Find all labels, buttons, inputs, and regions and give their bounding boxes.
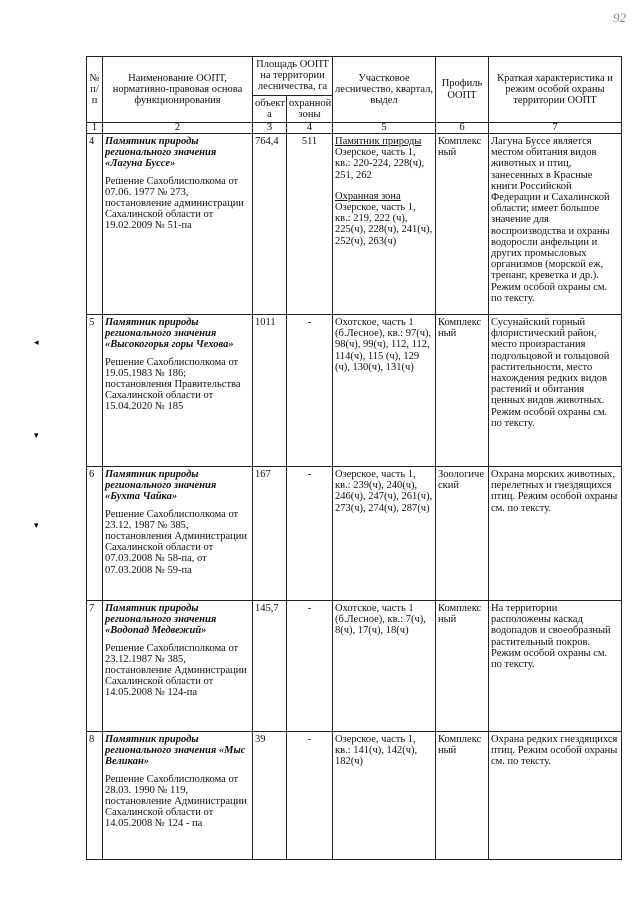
area-zone: -: [287, 467, 333, 601]
plot-text: Охотское, часть 1 (б.Лесное), кв.: 97(ч), 98(ч), 99(ч), 112, 112, 114(ч), 115 (ч), 129 (ч), 130(ч), 131(ч): [333, 315, 436, 467]
area-object: 167: [253, 467, 287, 601]
description: Сусунайский горный флористический район, место произрастания подгольцовой и гольцовой растительности, место нахождения редких видов растений и обитания ценных видов животных. Режим особой охраны см. по тексту.: [489, 315, 622, 467]
oopt-basis: Решение Сахоблисполкома от 23.12.1987 № 385, постановление Администрации Сахалинской области от 14.05.2008 № 124-па: [105, 642, 247, 699]
oopt-basis: Решение Сахоблисполкома от 19.05.1983 № 186; постановления Правительства Сахалинской области от 15.04.2020 № 185: [105, 356, 241, 413]
plot-text: Охотское, часть 1 (б.Лесное), кв.: 7(ч), 8(ч), 17(ч), 18(ч): [333, 601, 436, 732]
oopt-title: Памятник природы регионального значения «Лагуна Буссе»: [105, 136, 217, 170]
plot-text: Озерское, часть 1, кв.: 239(ч), 240(ч), 246(ч), 247(ч), 261(ч), 273(ч), 274(ч), 287(ч): [333, 467, 436, 601]
plot-heading-zone: Охранная зона: [335, 190, 401, 202]
area-object: 764,4: [253, 134, 287, 315]
oopt-name-cell: [103, 467, 253, 601]
area-zone: -: [287, 315, 333, 467]
oopt-name-cell: [103, 732, 253, 860]
area-object: 1011: [253, 315, 287, 467]
column-numbers-row: [87, 123, 622, 134]
profile: Комплекс ный: [436, 134, 489, 315]
column-number: 3: [253, 123, 287, 134]
plot-text-zone: Озерское, часть 1, кв.: 219, 222 (ч), 225(ч), 228(ч), 241(ч), 252(ч), 263(ч): [335, 202, 433, 247]
row-number: 5: [87, 315, 103, 467]
area-object: 145,7: [253, 601, 287, 732]
oopt-basis: Решение Сахоблисполкома от 07.06. 1977 № 273, постановление администрации Сахалинской области от 19.02.2009 № 51-па: [105, 175, 244, 232]
oopt-basis: Решение Сахоблисполкома от 23.12. 1987 № 385, постановления Администрации Сахалинской области от 07.03.2008 № 58-па, от 07.03.2008 № 59-па: [105, 508, 248, 576]
column-number: 7: [489, 123, 622, 134]
area-zone: 511: [287, 134, 333, 315]
oopt-table: [86, 56, 622, 860]
column-number: 6: [436, 123, 489, 134]
description: Охрана морских животных, перелетных и гнездящихся птиц. Режим особой охраны см. по тексту.: [489, 467, 622, 601]
oopt-title: Памятник природы регионального значения «Водопад Медвежий»: [105, 603, 217, 637]
oopt-name-cell: [103, 601, 253, 732]
margin-mark: ▾: [34, 430, 39, 440]
page-number: 92: [613, 10, 626, 25]
col-name-header: Наименование ООПТ, нормативно-правовая основа функционирования: [103, 57, 253, 123]
column-number: 1: [87, 123, 103, 134]
profile: Зоологиче ский: [436, 467, 489, 601]
col-profile-header: Профиль ООПТ: [436, 57, 489, 123]
table-row: [87, 315, 622, 467]
oopt-title: Памятник природы регионального значения «Высокогорья горы Чехова»: [105, 317, 234, 351]
header-row: [87, 57, 622, 96]
profile: Комплекс ный: [436, 601, 489, 732]
area-zone: -: [287, 601, 333, 732]
profile: Комплекс ный: [436, 732, 489, 860]
oopt-title: Памятник природы регионального значения «Мыс Великан»: [105, 734, 246, 768]
column-number: 2: [103, 123, 253, 134]
oopt-title: Памятник природы регионального значения «Бухта Чайка»: [105, 469, 217, 503]
oopt-basis: Решение Сахоблисполкома от 28.03. 1990 № 119, постановление Администрации Сахалинской области от 14.05.2008 № 124 - па: [105, 773, 247, 830]
column-number: 5: [333, 123, 436, 134]
column-number: 4: [287, 123, 333, 134]
table-row: [87, 467, 622, 601]
description: Охрана редких гнездящихся птиц. Режим особой охраны см. по тексту.: [489, 732, 622, 860]
description: На территории расположены каскад водопадов и своеобразный растительный покров. Режим особой охраны см. по тексту.: [489, 601, 622, 732]
col-area-zone-header: охранной зоны: [287, 95, 333, 122]
area-zone: -: [287, 732, 333, 860]
col-num-header: № п/п: [87, 57, 103, 123]
col-desc-header: Краткая характеристика и режим особой охраны территории ООПТ: [489, 57, 622, 123]
plot-text: Озерское, часть 1, кв.: 220-224, 228(ч), 251, 262: [335, 147, 425, 181]
area-object: 39: [253, 732, 287, 860]
col-area-object-header: объект а: [253, 95, 287, 122]
col-area-header: Площадь ООПТ на территории лесничества, га: [253, 57, 333, 96]
row-number: 7: [87, 601, 103, 732]
table-row: [87, 732, 622, 860]
plot-heading: Памятник природы: [335, 136, 422, 148]
row-number: 4: [87, 134, 103, 315]
description: Лагуна Буссе является местом обитания видов животных и птиц, занесенных в Красные книги Российской Федерации и Сахалинской области; имеет большое значение для воспроизводства и охраны водоросли анфельции и других промысловых организмов (морской еж, трепанг, креветка и др.). Режим особой охраны см. по тексту.: [489, 134, 622, 315]
oopt-name-cell: [103, 134, 253, 315]
margin-mark: ◂: [34, 337, 39, 347]
margin-mark: ▾: [34, 520, 39, 530]
profile: Комплекс ный: [436, 315, 489, 467]
table-row: [87, 601, 622, 732]
row-number: 8: [87, 732, 103, 860]
col-plot-header: Участковое лесничество, квартал, выдел: [333, 57, 436, 123]
row-number: 6: [87, 467, 103, 601]
oopt-name-cell: [103, 315, 253, 467]
plot-cell: [333, 134, 436, 315]
table-row: [87, 134, 622, 315]
plot-text: Озерское, часть 1, кв.: 141(ч), 142(ч), 182(ч): [333, 732, 436, 860]
